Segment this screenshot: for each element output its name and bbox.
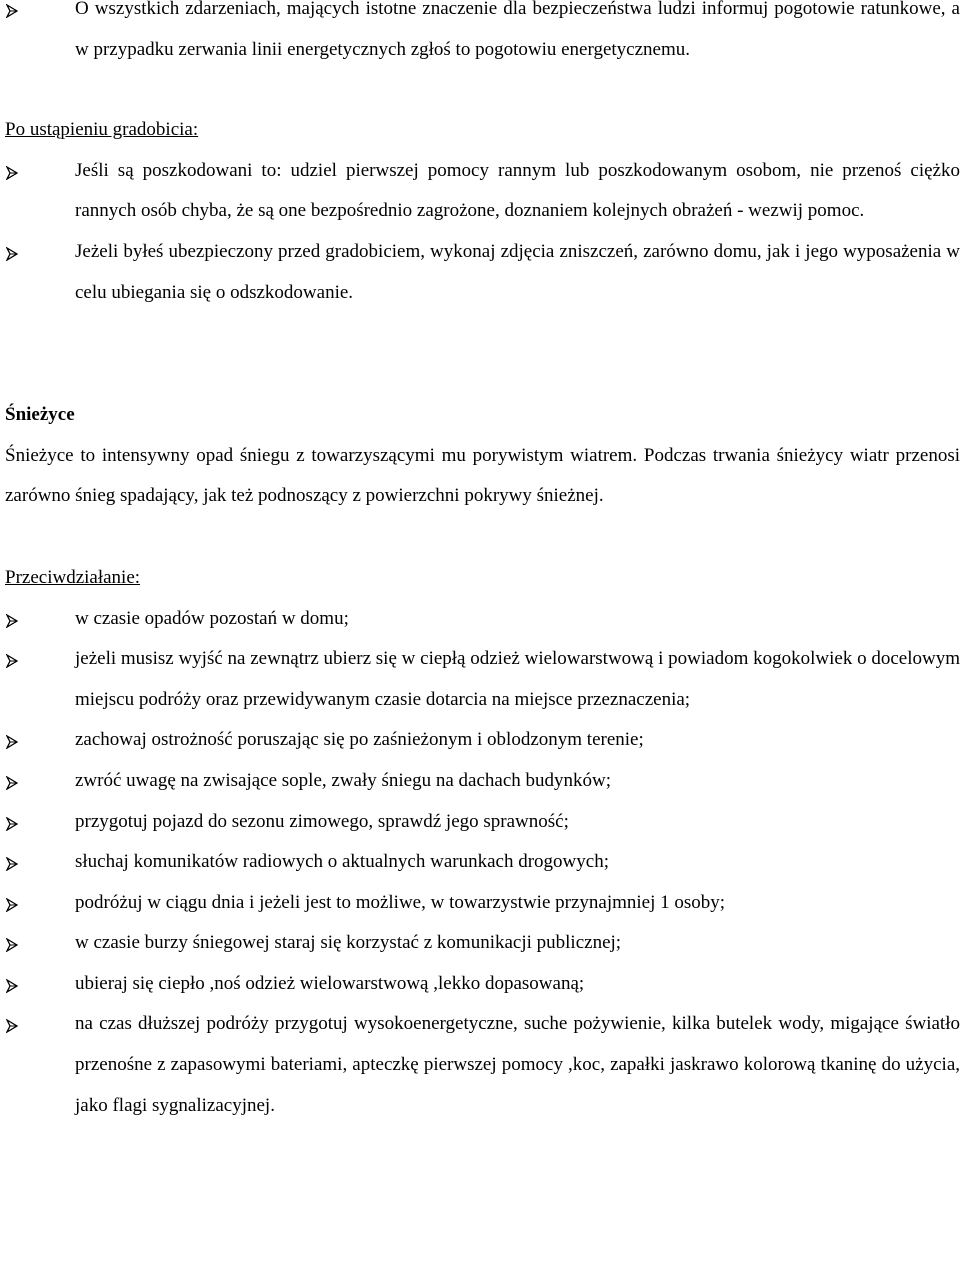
- list-item: [0, 639, 960, 720]
- after-hail-subheading: Po ustąpieniu gradobicia:: [5, 119, 199, 141]
- list-item-text: na czas dłuższej podróży przygotuj wysokoenergetyczne, suche pożywienie, kilka butelek wody, migające światło przenośne z zapasowymi bateriami, apteczkę pierwszej pomocy ,koc, zapałki jaskrawo kolorową tkaninę do użycia, jako flagi sygnalizacyjnej.: [75, 1013, 960, 1116]
- list-item-text: jeżeli musisz wyjść na zewnątrz ubierz się w ciepłą odzież wielowarstwową i powiadom kogokolwiek o docelowym miejscu podróży oraz przewidywanym czasie dotarcia na miejsce przeznaczenia;: [75, 648, 960, 710]
- list-item: [0, 720, 960, 761]
- list-item-text: O wszystkich zdarzeniach, mających istotne znaczenie dla bezpieczeństwa ludzi informuj pogotowie ratunkowe, a w przypadku zerwania linii energetycznych zgłoś to pogotowiu energetycznemu.: [75, 0, 960, 60]
- arrow-bullet-icon: [6, 776, 18, 790]
- list-item-text: Jeśli są poszkodowani to: udziel pierwszej pomocy rannym lub poszkodowanym osobom, nie przenoś ciężko rannych osób chyba, że są one bezpośrednio zagrożone, doznaniem kolejnych obrażeń - wezwij pomoc.: [75, 159, 960, 222]
- arrow-bullet-icon: [6, 979, 18, 993]
- list-item: [0, 761, 960, 802]
- list-item: [0, 232, 960, 313]
- list-item: [0, 923, 960, 964]
- list-item-text: w czasie burzy śniegowej staraj się korzystać z komunikacji publicznej;: [75, 932, 622, 954]
- list-item: [0, 802, 960, 843]
- list-item: [0, 599, 960, 640]
- list-item-text: Jeżeli byłeś ubezpieczony przed gradobiciem, wykonaj zdjęcia zniszczeń, zarówno domu, jak i jego wyposażenia w celu ubiegania się o odszkodowanie.: [75, 240, 960, 303]
- intro-bullet-list: [0, 0, 960, 70]
- list-item: [0, 842, 960, 883]
- list-item-text: słuchaj komunikatów radiowych o aktualnych warunkach drogowych;: [75, 851, 609, 873]
- list-item: [0, 151, 960, 232]
- list-item: [0, 0, 960, 70]
- arrow-bullet-icon: [6, 1019, 18, 1033]
- arrow-bullet-icon: [6, 898, 18, 912]
- countermeasures-bullet-list: [0, 599, 960, 1127]
- list-item: [0, 964, 960, 1005]
- arrow-bullet-icon: [6, 817, 18, 831]
- list-item: [0, 883, 960, 924]
- arrow-bullet-icon: [6, 614, 18, 628]
- countermeasures-subheading: Przeciwdziałanie:: [5, 566, 141, 588]
- list-item: [0, 1004, 960, 1126]
- arrow-bullet-icon: [6, 247, 18, 261]
- blizzard-paragraph: Śnieżyce to intensywny opad śniegu z towarzyszącymi mu porywistym wiatrem. Podczas trwania śnieżycy wiatr przenosi zarówno śnieg spadający, jak też podnoszący z powierzchni pokrywy śnieżnej.: [5, 444, 960, 507]
- list-item-text: w czasie opadów pozostań w domu;: [75, 607, 349, 629]
- list-item-text: zachowaj ostrożność poruszając się po zaśnieżonym i oblodzonym terenie;: [75, 729, 644, 751]
- list-item-text: podróżuj w ciągu dnia i jeżeli jest to możliwe, w towarzystwie przynajmniej 1 osoby;: [75, 891, 726, 913]
- arrow-bullet-icon: [6, 938, 18, 952]
- arrow-bullet-icon: [6, 166, 18, 180]
- arrow-bullet-icon: [6, 735, 18, 749]
- after-hail-bullet-list: [0, 151, 960, 313]
- list-item-text: przygotuj pojazd do sezonu zimowego, sprawdź jego sprawność;: [75, 810, 569, 832]
- arrow-bullet-icon: [6, 4, 18, 18]
- arrow-bullet-icon: [6, 857, 18, 871]
- list-item-text: zwróć uwagę na zwisające sople, zwały śniegu na dachach budynków;: [75, 769, 612, 791]
- arrow-bullet-icon: [6, 654, 18, 668]
- list-item-text: ubieraj się ciepło ,noś odzież wielowarstwową ,lekko dopasowaną;: [75, 972, 585, 994]
- blizzard-heading: Śnieżyce: [5, 404, 75, 426]
